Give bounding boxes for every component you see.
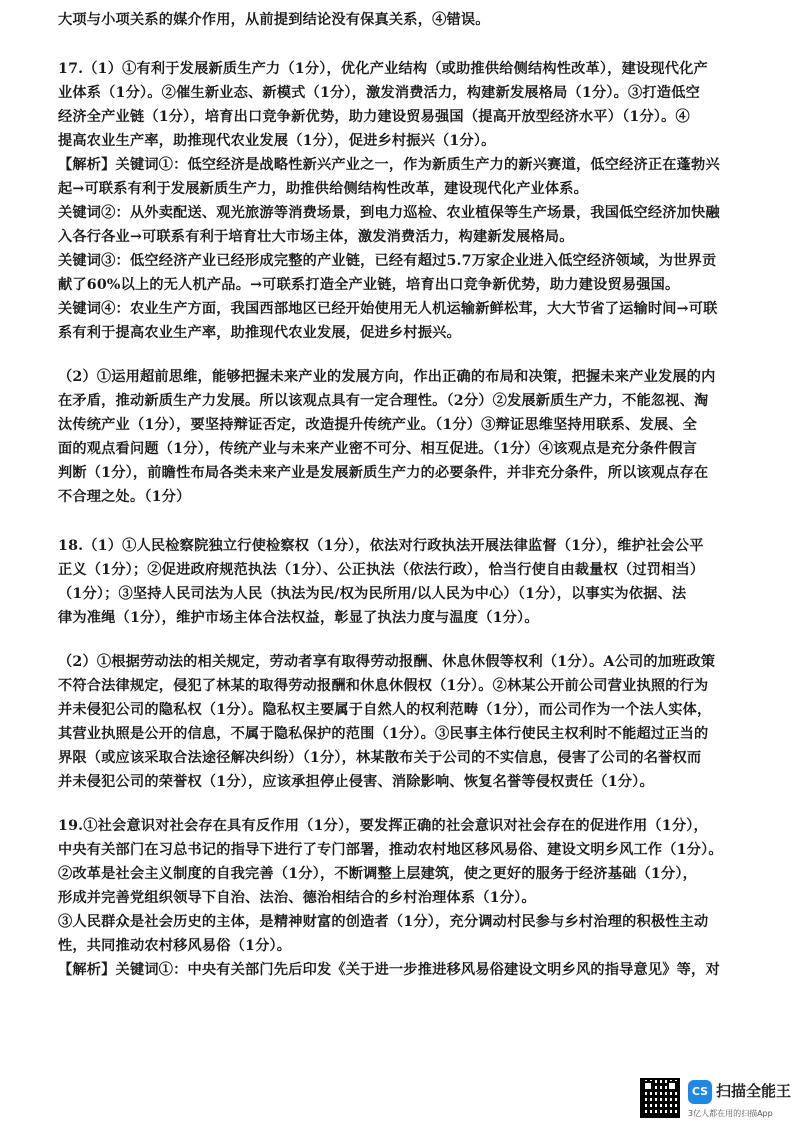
scanner-watermark xyxy=(640,1078,790,1122)
text-line: 界限（或应该采取合法途径解决纠纷）（1分），林某散布关于公司的不实信息，侵害了公司的名誉权而 xyxy=(58,750,702,766)
text-line: 律为准绳（1分），维护市场主体合法权益，彰显了执法力度与温度（1分）。 xyxy=(58,610,539,626)
text-line: （1分）；③坚持人民司法为人民（执法为民/权为民所用/以人民为中心）（1分），以事实为依据、法 xyxy=(58,586,687,602)
text-line: 18.（1）①人民检察院独立行使检察权（1分），依法对行政执法开展法律监督（1分），维护社会公平 xyxy=(58,538,704,554)
text-line: 起→可联系有利于发展新质生产力，助推供给侧结构性改革，建设现代化产业体系。 xyxy=(58,181,589,197)
text-line: （2）①运用超前思维，能够把握未来产业的发展方向，作出正确的布局和决策，把握未来产业发展的内 xyxy=(58,369,716,385)
text-line: 在矛盾，推动新质生产力发展。所以该观点具有一定合理性。（2分）②发展新质生产力，不能忽视、淘 xyxy=(58,393,709,409)
text-line: 系有利于提高农业生产率，助推现代农业发展，促进乡村振兴。 xyxy=(58,325,461,341)
brand-name: 扫描全能王 xyxy=(716,1082,792,1100)
text-line: 并未侵犯公司的隐私权（1分）。隐私权主要属于自然人的权利范畴（1分），而公司作为一个法人实体， xyxy=(58,702,712,718)
text-line: 汰传统产业（1分），要坚持辩证否定，改造提升传统产业。（1分）③辩证思维坚持用联系、发展、全 xyxy=(58,417,697,433)
text-line: 19.①社会意识对社会存在具有反作用（1分），要发挥正确的社会意识对社会存在的促进作用（1分）， xyxy=(58,818,708,834)
text-line: 正义（1分）；②促进政府规范执法（1分）、公正执法（依法行政），恰当行使自由裁量权（过罚相当） xyxy=(58,562,705,578)
text-line: 性，共同推动农村移风易俗（1分）。 xyxy=(58,938,292,954)
qr-code-icon xyxy=(640,1078,680,1118)
text-line: 形成并完善党组织领导下自治、法治、德治相结合的乡村治理体系（1分）。 xyxy=(58,890,536,906)
text-line: 入各行各业→可联系有利于培育壮大市场主体，激发消费活力，构建新发展格局。 xyxy=(58,229,574,245)
text-line: 关键词③：低空经济产业已经形成完整的产业链，已经有超过5.7万家企业进入低空经济领域，为世界贡 xyxy=(58,253,717,269)
text-line: 面的观点看问题（1分），传统产业与未来产业密不可分、相互促进。（1分）④该观点是充分条件假言 xyxy=(58,441,697,457)
text-line: 关键词④：农业生产方面，我国西部地区已经开始使用无人机运输新鲜松茸，大大节省了运输时间→可联 xyxy=(58,301,718,317)
text-line: 判断（1分），前瞻性布局各类未来产业是发展新质生产力的必要条件，并非充分条件，所以该观点存在 xyxy=(58,465,709,481)
text-line: 经济全产业链（1分），培育出口竞争新优势，助力建设贸易强国（提高开放型经济水平）（1分）。④ xyxy=(58,109,690,125)
brand-tagline: 3亿人都在用的扫描App xyxy=(688,1109,773,1118)
text-line: 大项与小项关系的媒介作用，从前提到结论没有保真关系，④错误。 xyxy=(58,12,490,28)
text-line: （2）①根据劳动法的相关规定，劳动者享有取得劳动报酬、休息休假等权利（1分）。A公司的加班政策 xyxy=(58,654,716,670)
text-line: 【解析】关键词①：中央有关部门先后印发《关于进一步推进移风易俗建设文明乡风的指导意见》等，对 xyxy=(58,962,720,978)
text-line: 关键词②：从外卖配送、观光旅游等消费场景，到电力巡检、农业植保等生产场景，我国低空经济加快融 xyxy=(58,205,720,221)
text-line: ③人民群众是社会历史的主体，是精神财富的创造者（1分），充分调动村民参与乡村治理的积极性主动 xyxy=(58,914,709,930)
text-line: 【解析】关键词①：低空经济是战略性新兴产业之一，作为新质生产力的新兴赛道，低空经济正在蓬勃兴 xyxy=(58,157,720,173)
text-line: 17.（1）①有利于发展新质生产力（1分），优化产业结构（或助推供给侧结构性改革），建设现代化产 xyxy=(58,61,708,77)
text-line: 中央有关部门在习总书记的指导下进行了专门部署，推动农村地区移风易俗、建设文明乡风工作（1分）。 xyxy=(58,842,723,858)
text-line: 业体系（1分）。②催生新业态、新模式（1分），激发消费活力，构建新发展格局（1分）。③打造低空 xyxy=(58,85,700,101)
text-line: 不合理之处。（1分） xyxy=(58,489,191,505)
text-line: 并未侵犯公司的荣誉权（1分），应该承担停止侵害、消除影响、恢复名誉等侵权责任（1分）。 xyxy=(58,774,654,790)
text-line: 献了60%以上的无人机产品。→可联系打造全产业链，培育出口竞争新优势，助力建设贸易强国。 xyxy=(58,277,680,293)
camscanner-logo-icon: CS xyxy=(688,1080,712,1104)
text-line: 提高农业生产率，助推现代农业发展（1分），促进乡村振兴（1分）。 xyxy=(58,133,496,149)
text-line: ②改革是社会主义制度的自我完善（1分），不断调整上层建筑，使之更好的服务于经济基础（1分）， xyxy=(58,866,697,882)
text-line: 不符合法律规定，侵犯了林某的取得劳动报酬和休息休假权（1分）。②林某公开前公司营业执照的行为 xyxy=(58,678,709,694)
text-line: 其营业执照是公开的信息，不属于隐私保护的范围（1分）。③民事主体行使民主权利时不能超过正当的 xyxy=(58,726,709,742)
